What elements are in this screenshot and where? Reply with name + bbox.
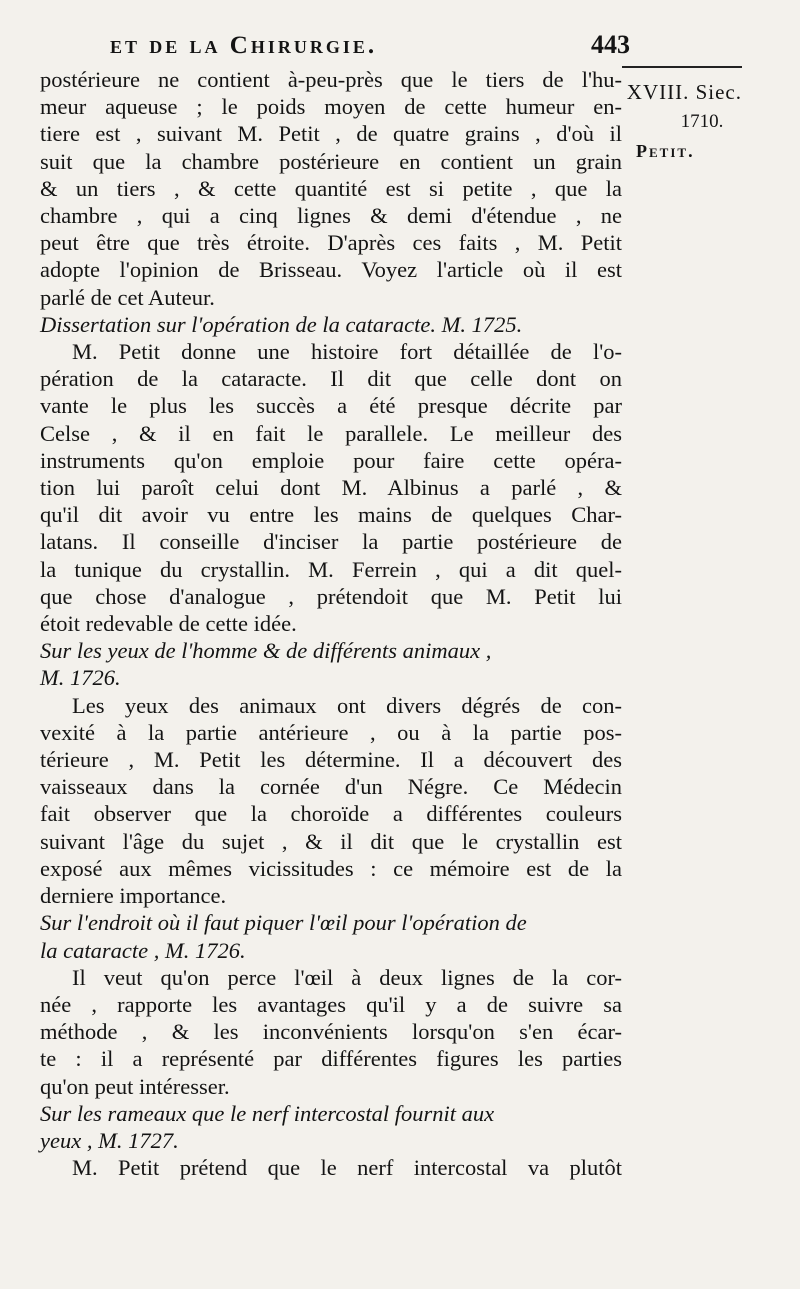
text-line: instruments qu'on emploie pour faire cette opéra- — [40, 447, 622, 473]
text-line: tion lui paroît celui dont M. Albinus a parlé , & — [40, 475, 622, 501]
text-line: la tunique du crystallin. M. Ferrein , qui a dit quel- — [40, 556, 622, 582]
text-line: latans. Il conseille d'inciser la partie postérieure de — [40, 529, 622, 555]
text-line: térieure , M. Petit les détermine. Il a découvert des — [40, 747, 622, 773]
text-line: M. Petit donne une histoire fort détaillée de l'o- — [72, 339, 622, 365]
text-line: Celse , & il en fait le parallele. Le meilleur des — [40, 420, 622, 446]
text-line: vante le plus les succès a été presque décrite par — [40, 393, 622, 419]
paragraph — [40, 692, 622, 910]
text-line: vaisseaux dans la cornée d'un Négre. Ce Médecin — [40, 774, 622, 800]
section-heading — [40, 637, 622, 691]
paragraph — [40, 66, 622, 311]
section-heading — [40, 1100, 622, 1154]
text-line: pération de la cataracte. Il dit que celle dont on — [40, 366, 622, 392]
text-line: suivant l'âge du sujet , & il dit que le crystallin est — [40, 828, 622, 854]
text-line: Il veut qu'on perce l'œil à deux lignes de la cor- — [72, 964, 622, 990]
running-title: et de la Chirurgie. — [110, 32, 378, 59]
text-line: Sur l'endroit où il faut piquer l'œil pour l'opération de — [40, 910, 527, 936]
text-line: Les yeux des animaux ont divers dégrés de con- — [72, 692, 622, 718]
margin-century: XVIII. Siec. — [626, 80, 742, 104]
paragraph — [40, 964, 622, 1100]
text-line: suit que la chambre postérieure en contient un grain — [40, 148, 622, 174]
margin-year: 1710. — [680, 111, 724, 132]
text-line: qu'on peut intéresser. — [40, 1073, 230, 1099]
text-line: & un tiers , & cette quantité est si petite , que la — [40, 175, 622, 201]
text-column — [40, 66, 622, 1181]
text-line: exposé aux mêmes vicissitudes : ce mémoire est de la — [40, 855, 622, 881]
text-line: derniere importance. — [40, 883, 227, 909]
text-line: M. 1726. — [40, 665, 121, 691]
text-line: adopte l'opinion de Brisseau. Voyez l'article où il est — [40, 257, 622, 283]
text-line: vexité à la partie antérieure , ou à la partie pos- — [40, 719, 622, 745]
text-line: Dissertation sur l'opération de la cataracte. M. 1725. — [40, 311, 523, 337]
paragraph — [40, 338, 622, 637]
running-head — [110, 30, 630, 60]
margin-name: Petit. — [636, 141, 695, 161]
section-heading — [40, 311, 622, 338]
text-line: postérieure ne contient à-peu-près que le tiers de l'hu- — [40, 67, 622, 92]
text-line: Sur les yeux de l'homme & de différents animaux , — [40, 638, 492, 664]
text-line: M. Petit prétend que le nerf intercostal va plutôt — [72, 1155, 622, 1181]
text-line: fait observer que la choroïde a différentes couleurs — [40, 801, 622, 827]
text-line: qu'il dit avoir vu entre les mains de quelques Char- — [40, 502, 622, 528]
paragraph — [40, 1154, 622, 1181]
text-line: la cataracte , M. 1726. — [40, 937, 246, 963]
text-line: que chose d'analogue , prétendoit que M. Petit lui — [40, 583, 622, 609]
text-line: meur aqueuse ; le poids moyen de cette humeur en- — [40, 94, 622, 120]
text-line: peut être que très étroite. D'après ces faits , M. Petit — [40, 230, 622, 256]
text-line: yeux , M. 1727. — [40, 1127, 179, 1153]
text-line: étoit redevable de cette idée. — [40, 611, 297, 637]
text-line: Sur les rameaux que le nerf intercostal fournit aux — [40, 1100, 495, 1126]
text-line: te : il a représenté par différentes figures les parties — [40, 1046, 622, 1072]
text-line: tiere est , suivant M. Petit , de quatre grains , d'où il — [40, 121, 622, 147]
text-line: née , rapporte les avantages qu'il y a de suivre sa — [40, 991, 622, 1017]
text-line: méthode , & les inconvénients lorsqu'on s'en écar- — [40, 1019, 622, 1045]
text-line: chambre , qui a cinq lignes & demi d'étendue , ne — [40, 203, 622, 229]
text-line: parlé de cet Auteur. — [40, 284, 215, 310]
section-heading — [40, 909, 622, 963]
page-number: 443 — [591, 30, 630, 59]
margin-note — [622, 66, 742, 162]
